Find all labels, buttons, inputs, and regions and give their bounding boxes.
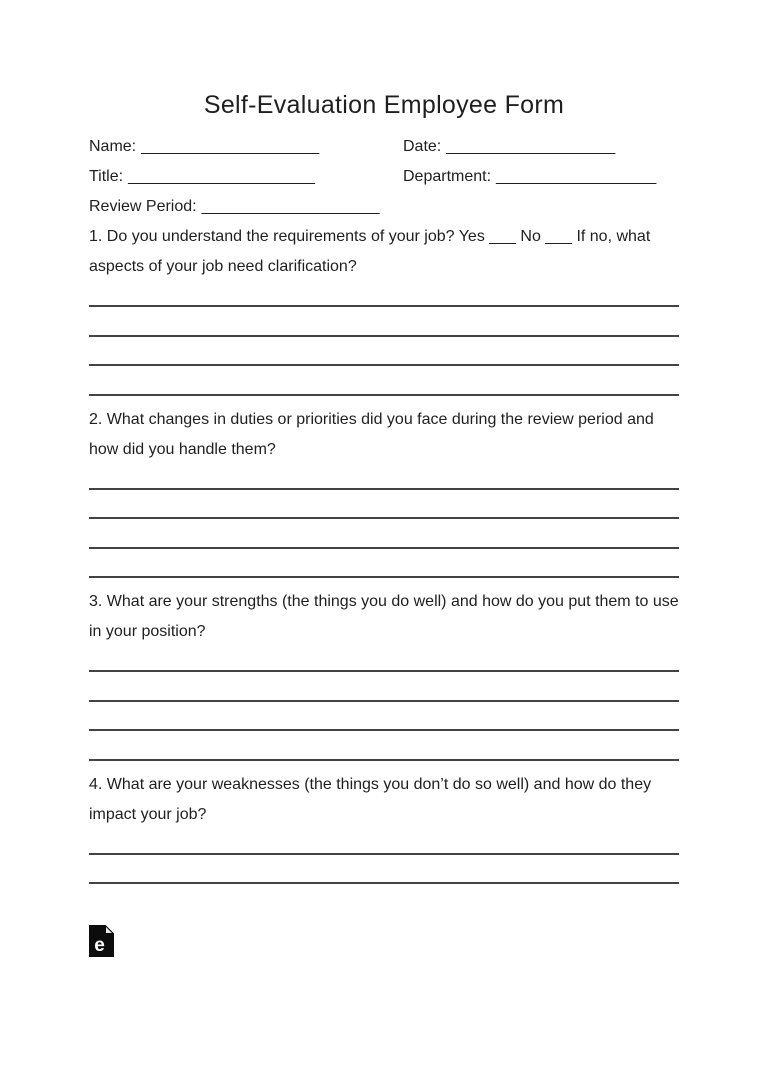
answer-line[interactable]	[89, 282, 679, 307]
field-department	[403, 162, 679, 192]
logo-letter: e	[94, 935, 105, 956]
question-4-section	[89, 770, 679, 885]
answer-line[interactable]	[89, 366, 679, 396]
answer-line[interactable]	[89, 307, 679, 337]
title-blank[interactable]: _____________________	[128, 168, 315, 185]
question-2-section	[89, 405, 679, 579]
name-label: Name:	[89, 138, 137, 155]
date-blank[interactable]: ___________________	[446, 138, 616, 155]
questions-area	[89, 222, 679, 884]
eforms-document-logo-icon	[89, 925, 114, 957]
review-period-blank[interactable]: ____________________	[201, 198, 380, 215]
answer-line[interactable]	[89, 830, 679, 855]
answer-line[interactable]	[89, 672, 679, 702]
answer-line[interactable]	[89, 731, 679, 761]
question-3-section	[89, 587, 679, 761]
title-label: Title:	[89, 168, 124, 185]
self-evaluation-form-page	[0, 92, 768, 1086]
field-title	[89, 162, 403, 192]
review-period-label: Review Period:	[89, 198, 197, 215]
question-3-answer-lines	[89, 647, 679, 761]
question-4-answer-lines	[89, 830, 679, 885]
department-label: Department:	[403, 168, 492, 185]
answer-line[interactable]	[89, 465, 679, 490]
question-2-text: 2. What changes in duties or priorities did you face during the review period and how did you handle them?	[89, 410, 654, 458]
footer	[89, 925, 679, 957]
answer-line[interactable]	[89, 337, 679, 367]
question-4-text: 4. What are your weaknesses (the things you don’t do so well) and how do they impact your job?	[89, 775, 652, 823]
answer-line[interactable]	[89, 490, 679, 520]
page-title: Self-Evaluation Employee Form	[203, 91, 565, 119]
question-1-answer-lines	[89, 282, 679, 396]
question-1-section	[89, 222, 679, 396]
field-name	[89, 132, 403, 162]
answer-line[interactable]	[89, 647, 679, 672]
answer-line[interactable]	[89, 855, 679, 885]
field-date	[403, 132, 679, 162]
answer-line[interactable]	[89, 702, 679, 732]
answer-line[interactable]	[89, 549, 679, 579]
field-review-period	[89, 192, 403, 222]
answer-line[interactable]	[89, 519, 679, 549]
question-3-text: 3. What are your strengths (the things you do well) and how do you put them to use in your position?	[89, 593, 679, 640]
header-fields	[89, 132, 679, 222]
department-blank[interactable]: __________________	[496, 168, 657, 185]
name-blank[interactable]: ____________________	[141, 138, 320, 155]
date-label: Date:	[403, 138, 442, 155]
question-1-text: 1. Do you understand the requirements of your job? Yes ___ No ___ If no, what aspects of your job need clarification?	[89, 228, 651, 275]
question-2-answer-lines	[89, 465, 679, 579]
